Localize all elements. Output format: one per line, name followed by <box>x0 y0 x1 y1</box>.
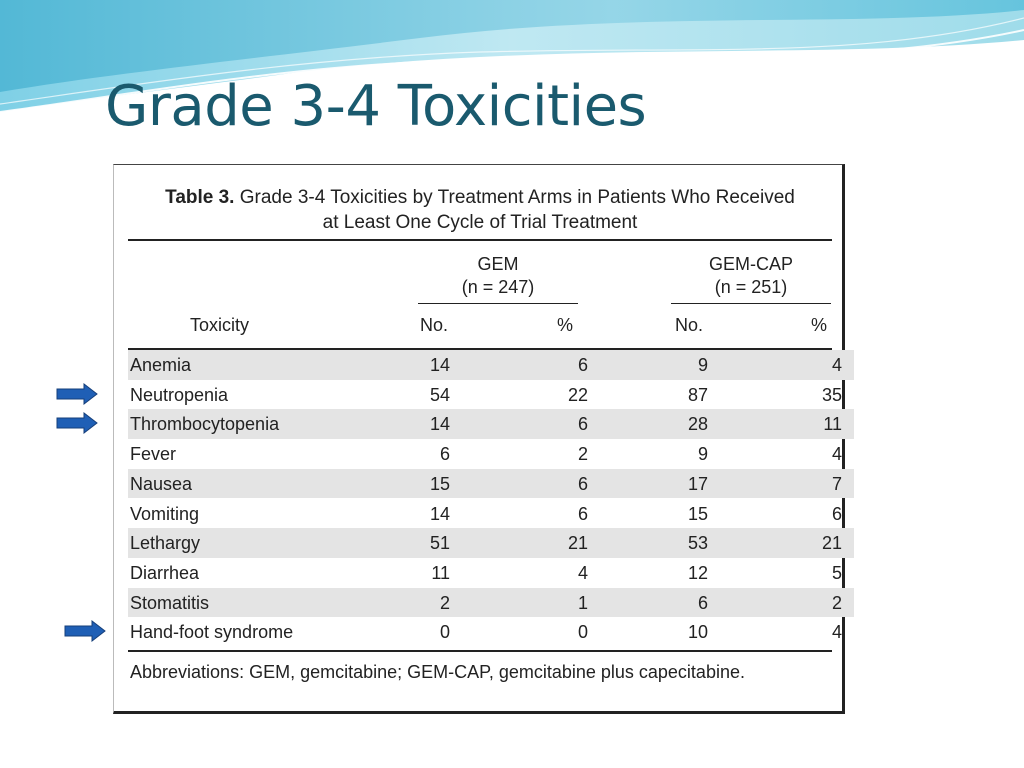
table-caption <box>130 185 830 235</box>
cell-name: Anemia <box>130 355 192 375</box>
cell-cap-no: 17 <box>687 473 708 494</box>
caption-label: Table 3. <box>165 187 235 208</box>
cell-name: Nausea <box>130 473 193 494</box>
table-row <box>128 499 854 529</box>
cell-gem-pct: 6 <box>577 355 588 375</box>
cell-gem-pct: 2 <box>577 444 588 465</box>
cell-gem-no: 51 <box>429 533 450 554</box>
cell-cap-pct: 4 <box>831 444 842 465</box>
cell-cap-pct: 11 <box>823 414 842 435</box>
right-arrow-icon <box>56 412 98 434</box>
table-row <box>128 617 854 647</box>
table-row <box>128 528 854 558</box>
cell-cap-no: 28 <box>687 414 708 435</box>
cell-name: Thrombocytopenia <box>130 414 280 435</box>
table-row <box>128 409 854 439</box>
cell-cap-pct: 4 <box>831 622 842 643</box>
gemcap-group-underline <box>671 303 831 304</box>
cell-gem-pct: 6 <box>577 503 588 524</box>
cell-cap-no: 10 <box>687 622 708 643</box>
table-row <box>128 380 854 410</box>
cell-gem-no: 54 <box>429 384 450 405</box>
caption-text-line1: Grade 3-4 Toxicities by Treatment Arms in Patients Who Received <box>234 187 795 208</box>
cell-gem-no: 14 <box>429 355 450 375</box>
cell-gem-no: 11 <box>431 562 450 583</box>
caption-text-line2: at Least One Cycle of Trial Treatment <box>322 212 638 233</box>
header-gem-pct: % <box>557 315 574 335</box>
cell-cap-no: 9 <box>697 355 708 375</box>
gem-group-header <box>418 253 578 299</box>
cell-name: Diarrhea <box>130 562 200 583</box>
cell-gem-pct: 0 <box>577 622 588 643</box>
cell-cap-pct: 21 <box>821 533 842 554</box>
gemcap-group-n: (n = 251) <box>714 277 788 297</box>
table-row <box>128 350 854 380</box>
gem-group-n: (n = 247) <box>461 277 535 297</box>
cell-gem-no: 14 <box>429 414 450 435</box>
cell-gem-pct: 4 <box>577 562 588 583</box>
cell-cap-no: 12 <box>687 562 708 583</box>
gemcap-group-header <box>671 253 831 299</box>
header-gemcap-pct: % <box>811 315 828 335</box>
cell-cap-pct: 5 <box>831 562 842 583</box>
cell-name: Hand-foot syndrome <box>130 622 294 643</box>
toxicity-table <box>113 164 845 714</box>
cell-name: Fever <box>130 444 177 465</box>
gemcap-group-name: GEM-CAP <box>708 254 793 274</box>
cell-cap-pct: 4 <box>831 355 842 375</box>
cell-gem-no: 15 <box>429 473 450 494</box>
cell-cap-no: 53 <box>687 533 708 554</box>
header-gem-no: No. <box>420 315 449 335</box>
table-footnote: Abbreviations: GEM, gemcitabine; GEM-CAP, gemcitabine plus capecitabine. <box>130 662 745 682</box>
cell-cap-no: 9 <box>697 444 708 465</box>
gem-group-name: GEM <box>477 254 519 274</box>
cell-gem-pct: 6 <box>577 414 588 435</box>
cell-gem-no: 0 <box>439 622 450 643</box>
table-row <box>128 558 854 588</box>
right-arrow-icon <box>64 620 106 642</box>
cell-cap-pct: 7 <box>831 473 842 494</box>
cell-cap-no: 87 <box>687 384 708 405</box>
cell-cap-pct: 6 <box>831 503 842 524</box>
right-arrow-icon <box>56 383 98 405</box>
cell-cap-pct: 2 <box>831 592 842 613</box>
table-row <box>128 588 854 618</box>
slide-title: Grade 3-4 Toxicities <box>105 74 647 139</box>
table-row <box>128 439 854 469</box>
footer-divider <box>128 650 832 652</box>
cell-gem-no: 6 <box>439 444 450 465</box>
cell-gem-pct: 1 <box>577 592 588 613</box>
cell-cap-pct: 35 <box>821 384 842 405</box>
cell-gem-pct: 22 <box>567 384 588 405</box>
header-gemcap-no: No. <box>675 315 704 335</box>
table-row <box>128 469 854 499</box>
header-toxicity: Toxicity <box>190 315 250 335</box>
cell-gem-no: 2 <box>439 592 450 613</box>
gem-group-underline <box>418 303 578 304</box>
cell-cap-no: 6 <box>697 592 708 613</box>
cell-name: Vomiting <box>130 503 200 524</box>
caption-divider <box>128 239 832 241</box>
cell-cap-no: 15 <box>687 503 708 524</box>
cell-name: Lethargy <box>130 533 201 554</box>
cell-gem-no: 14 <box>429 503 450 524</box>
cell-name: Stomatitis <box>130 592 210 613</box>
cell-gem-pct: 21 <box>567 533 588 554</box>
cell-name: Neutropenia <box>130 384 229 405</box>
cell-gem-pct: 6 <box>577 473 588 494</box>
